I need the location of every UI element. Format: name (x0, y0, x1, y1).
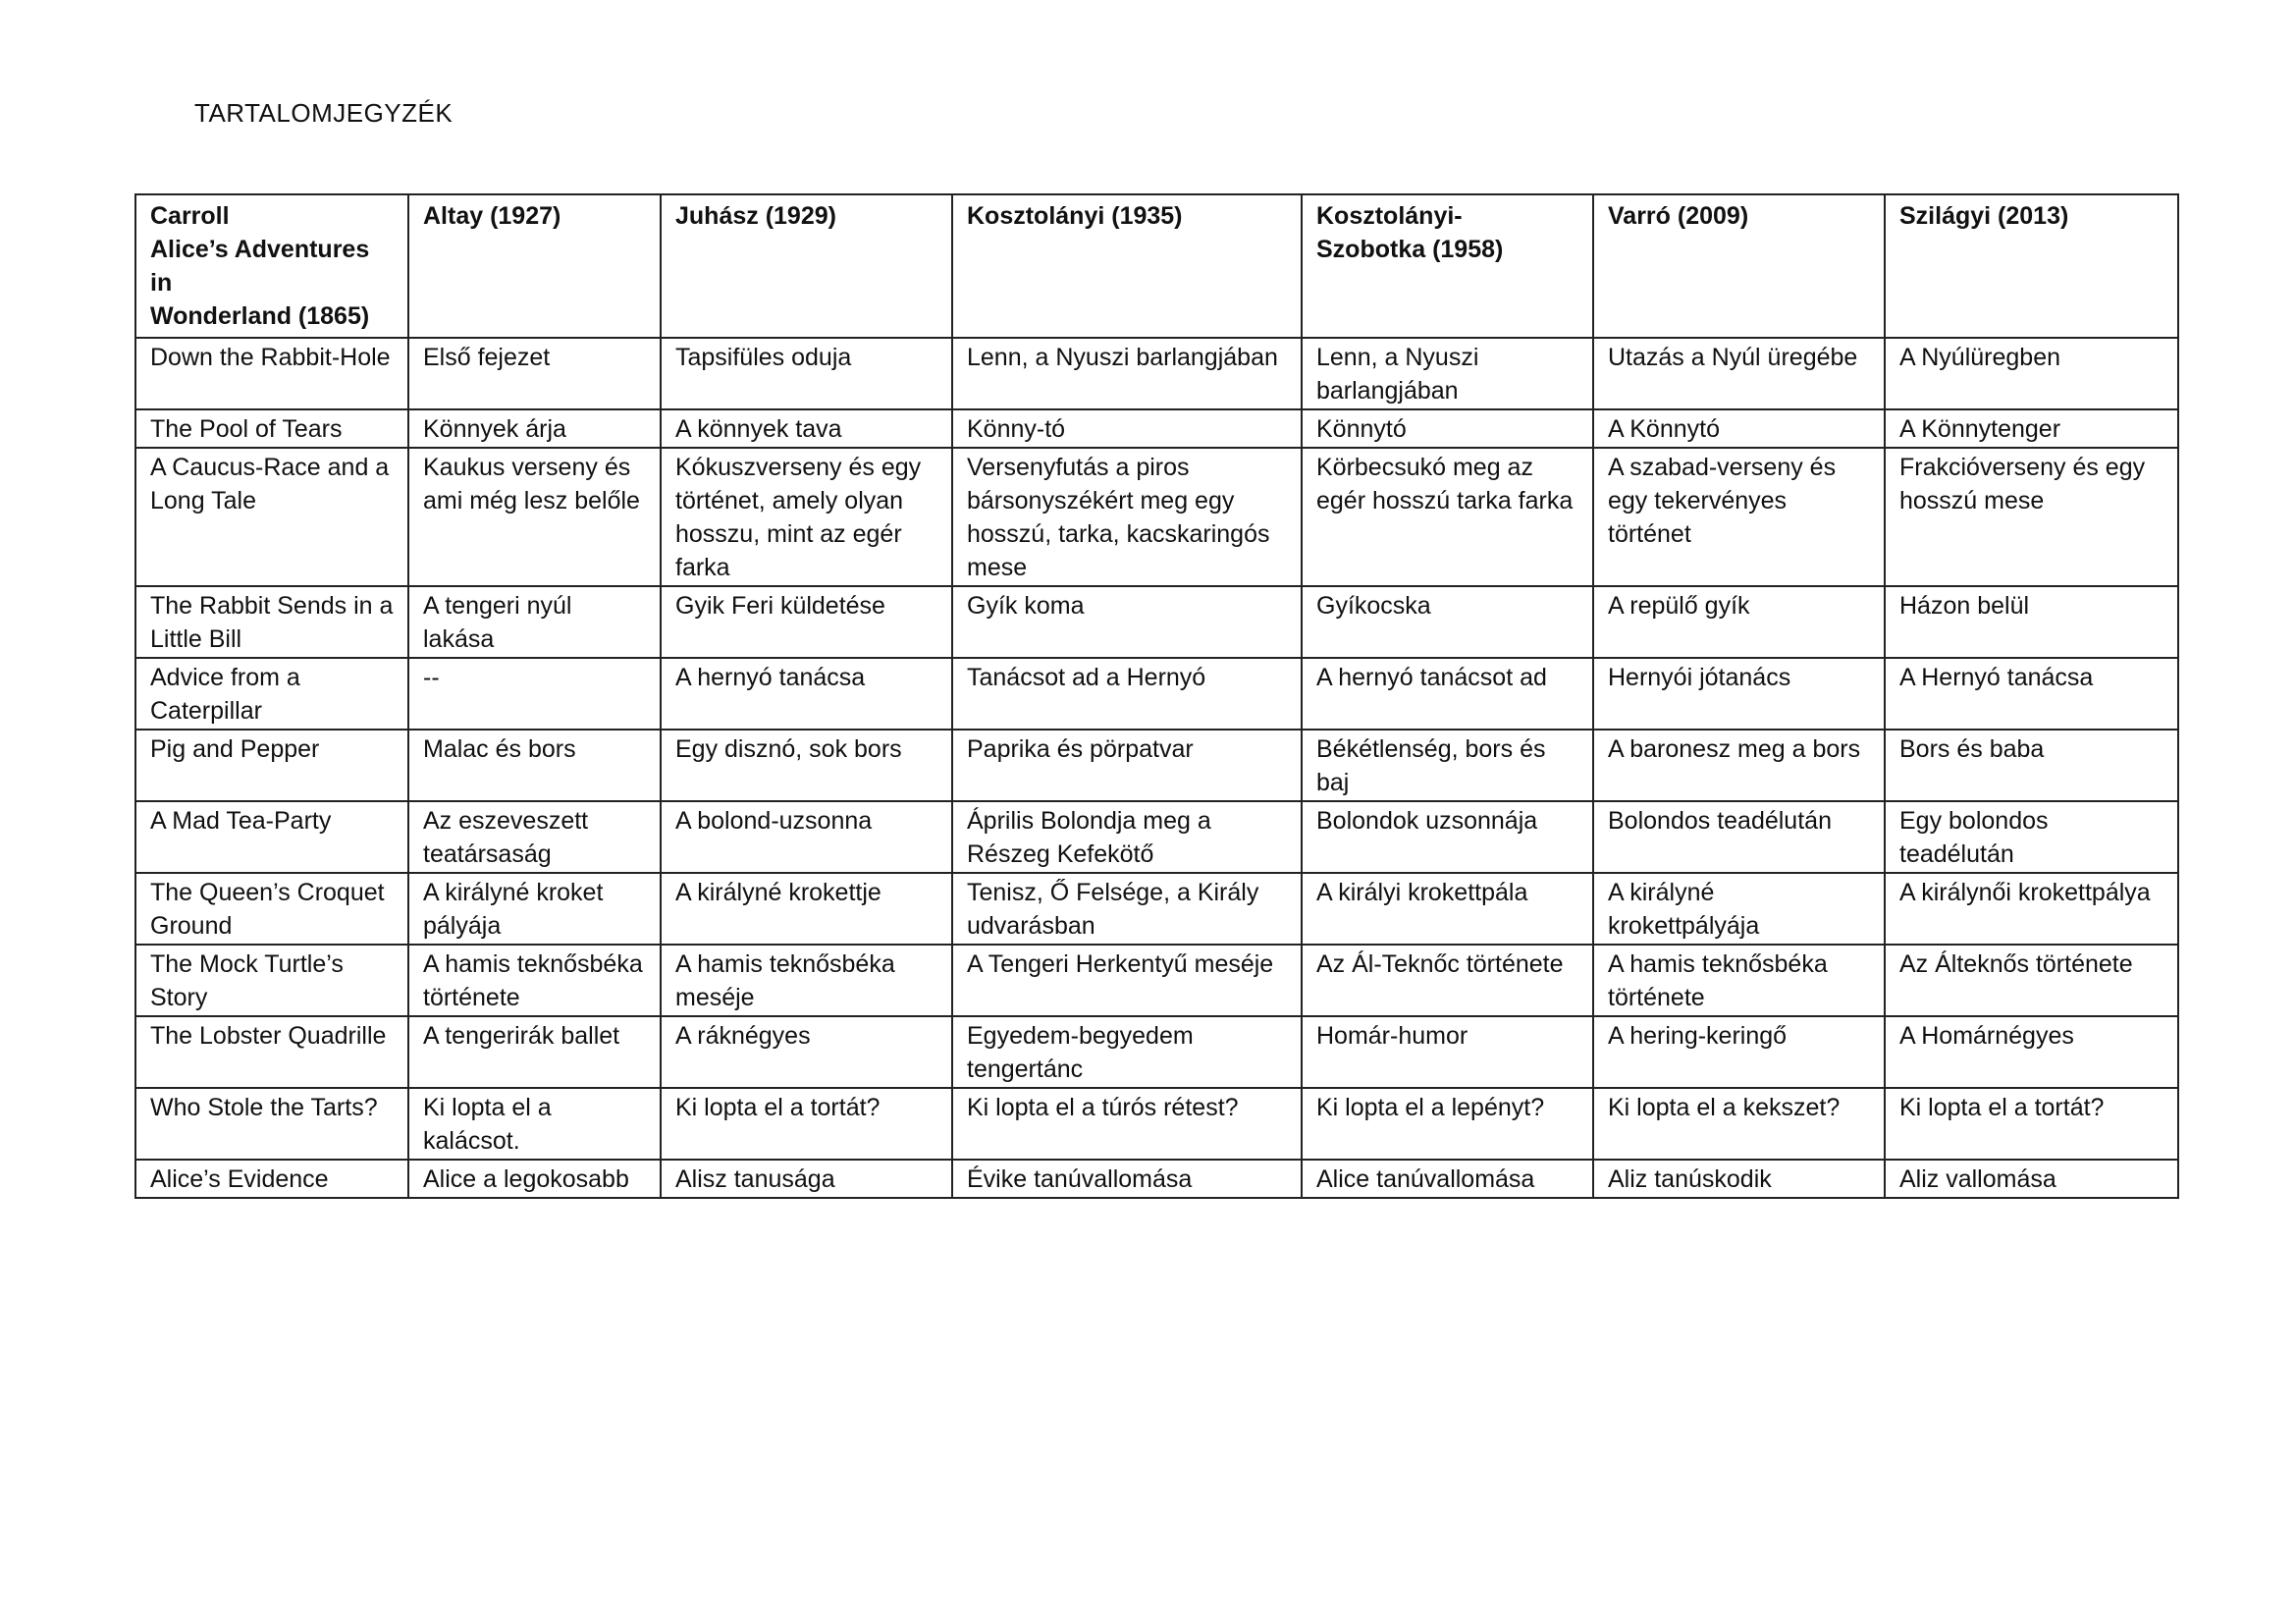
header-line: Szilágyi (2013) (1899, 202, 2069, 230)
header-line: Varró (2009) (1608, 202, 1749, 230)
table-row (135, 338, 2178, 409)
juhasz-cell: Egy disznó, sok bors (661, 730, 952, 801)
kosztolanyi-szobotka-cell: Gyíkocska (1302, 586, 1593, 658)
header-szilagyi (1885, 194, 2178, 338)
altay-cell: A királyné kroket pályája (408, 873, 661, 945)
kosztolanyi-szobotka-cell: Ki lopta el a lepényt? (1302, 1088, 1593, 1160)
table-row (135, 409, 2178, 448)
source-title-cell: Who Stole the Tarts? (135, 1088, 408, 1160)
table-row (135, 448, 2178, 586)
altay-cell: Kaukus verseny és ami még lesz belőle (408, 448, 661, 586)
kosztolanyi-cell: Egyedem-begyedem tengertánc (952, 1016, 1302, 1088)
szilagyi-cell: Az Álteknős története (1885, 945, 2178, 1016)
szilagyi-cell: A Könnytenger (1885, 409, 2178, 448)
altay-cell: Malac és bors (408, 730, 661, 801)
altay-cell: Könnyek árja (408, 409, 661, 448)
table-row (135, 730, 2178, 801)
table-row (135, 1160, 2178, 1198)
kosztolanyi-cell: Könny-tó (952, 409, 1302, 448)
kosztolanyi-szobotka-cell: Alice tanúvallomása (1302, 1160, 1593, 1198)
altay-cell: Ki lopta el a kalácsot. (408, 1088, 661, 1160)
kosztolanyi-cell: Tanácsot ad a Hernyó (952, 658, 1302, 730)
source-title-cell: The Pool of Tears (135, 409, 408, 448)
kosztolanyi-szobotka-cell: Lenn, a Nyuszi barlangjában (1302, 338, 1593, 409)
varro-cell: Hernyói jótanács (1593, 658, 1885, 730)
szilagyi-cell: A királynői krokettpálya (1885, 873, 2178, 945)
kosztolanyi-szobotka-cell: Homár-humor (1302, 1016, 1593, 1088)
juhasz-cell: A könnyek tava (661, 409, 952, 448)
kosztolanyi-szobotka-cell: Az Ál-Teknőc története (1302, 945, 1593, 1016)
table-row (135, 1088, 2178, 1160)
szilagyi-cell: Egy bolondos teadélután (1885, 801, 2178, 873)
szilagyi-cell: A Homárnégyes (1885, 1016, 2178, 1088)
altay-cell: A tengeri nyúl lakása (408, 586, 661, 658)
altay-cell: -- (408, 658, 661, 730)
header-source (135, 194, 408, 338)
source-title-cell: Down the Rabbit-Hole (135, 338, 408, 409)
juhasz-cell: A ráknégyes (661, 1016, 952, 1088)
kosztolanyi-cell: A Tengeri Herkentyű meséje (952, 945, 1302, 1016)
table-row (135, 945, 2178, 1016)
varro-cell: Ki lopta el a kekszet? (1593, 1088, 1885, 1160)
juhasz-cell: A királyné krokettje (661, 873, 952, 945)
juhasz-cell: Gyik Feri küldetése (661, 586, 952, 658)
source-title-cell: Advice from a Caterpillar (135, 658, 408, 730)
varro-cell: A szabad-verseny és egy tekervényes történet (1593, 448, 1885, 586)
varro-cell: A repülő gyík (1593, 586, 1885, 658)
kosztolanyi-cell: Paprika és pörpatvar (952, 730, 1302, 801)
szilagyi-cell: Házon belül (1885, 586, 2178, 658)
kosztolanyi-cell: Évike tanúvallomása (952, 1160, 1302, 1198)
juhasz-cell: A hernyó tanácsa (661, 658, 952, 730)
source-title-cell: The Lobster Quadrille (135, 1016, 408, 1088)
varro-cell: A királyné krokettpályája (1593, 873, 1885, 945)
table-row (135, 586, 2178, 658)
kosztolanyi-szobotka-cell: Körbecsukó meg az egér hosszú tarka farka (1302, 448, 1593, 586)
altay-cell: Első fejezet (408, 338, 661, 409)
varro-cell: Bolondos teadélután (1593, 801, 1885, 873)
varro-cell: A hering-keringő (1593, 1016, 1885, 1088)
header-line: Kosztolányi- (1316, 202, 1463, 230)
page-title: TARTALOMJEGYZÉK (194, 98, 454, 128)
source-title-cell: The Rabbit Sends in a Little Bill (135, 586, 408, 658)
juhasz-cell: Tapsifüles oduja (661, 338, 952, 409)
kosztolanyi-cell: Tenisz, Ő Felsége, a Király udvarásban (952, 873, 1302, 945)
header-altay (408, 194, 661, 338)
table-row (135, 873, 2178, 945)
altay-cell: A hamis teknősbéka története (408, 945, 661, 1016)
header-juhasz (661, 194, 952, 338)
source-title-cell: The Mock Turtle’s Story (135, 945, 408, 1016)
header-source-line: Wonderland (1865) (150, 302, 370, 330)
szilagyi-cell: Bors és baba (1885, 730, 2178, 801)
header-source-line: Alice’s Adventures in (150, 236, 370, 297)
kosztolanyi-cell: Április Bolondja meg a Részeg Kefekötő (952, 801, 1302, 873)
juhasz-cell: Alisz tanusága (661, 1160, 952, 1198)
szilagyi-cell: A Nyúlüregben (1885, 338, 2178, 409)
altay-cell: A tengerirák ballet (408, 1016, 661, 1088)
altay-cell: Alice a legokosabb (408, 1160, 661, 1198)
szilagyi-cell: Aliz vallomása (1885, 1160, 2178, 1198)
szilagyi-cell: Frakcióverseny és egy hosszú mese (1885, 448, 2178, 586)
header-line: Altay (1927) (423, 202, 561, 230)
varro-cell: A baronesz meg a bors (1593, 730, 1885, 801)
kosztolanyi-szobotka-cell: Bolondok uzsonnája (1302, 801, 1593, 873)
translation-comparison-table (134, 193, 2179, 1199)
header-line: Szobotka (1958) (1316, 236, 1504, 263)
juhasz-cell: Kókuszverseny és egy történet, amely olyan hosszu, mint az egér farka (661, 448, 952, 586)
source-title-cell: Alice’s Evidence (135, 1160, 408, 1198)
source-title-cell: A Mad Tea-Party (135, 801, 408, 873)
source-title-cell: Pig and Pepper (135, 730, 408, 801)
source-title-cell: A Caucus-Race and a Long Tale (135, 448, 408, 586)
altay-cell: Az eszeveszett teatársaság (408, 801, 661, 873)
kosztolanyi-cell: Ki lopta el a túrós rétest? (952, 1088, 1302, 1160)
kosztolanyi-cell: Gyík koma (952, 586, 1302, 658)
juhasz-cell: A bolond-uzsonna (661, 801, 952, 873)
kosztolanyi-cell: Lenn, a Nyuszi barlangjában (952, 338, 1302, 409)
juhasz-cell: A hamis teknősbéka meséje (661, 945, 952, 1016)
szilagyi-cell: A Hernyó tanácsa (1885, 658, 2178, 730)
header-varro (1593, 194, 1885, 338)
table-row (135, 801, 2178, 873)
varro-cell: A hamis teknősbéka története (1593, 945, 1885, 1016)
table-body (135, 338, 2178, 1198)
source-title-cell: The Queen’s Croquet Ground (135, 873, 408, 945)
kosztolanyi-cell: Versenyfutás a piros bársonyszékért meg egy hosszú, tarka, kacskaringós mese (952, 448, 1302, 586)
header-line: Kosztolányi (1935) (967, 202, 1183, 230)
header-line: Juhász (1929) (675, 202, 836, 230)
varro-cell: Utazás a Nyúl üregébe (1593, 338, 1885, 409)
juhasz-cell: Ki lopta el a tortát? (661, 1088, 952, 1160)
header-kosztolanyi-szobotka (1302, 194, 1593, 338)
header-source-line: Carroll (150, 202, 230, 230)
szilagyi-cell: Ki lopta el a tortát? (1885, 1088, 2178, 1160)
kosztolanyi-szobotka-cell: A királyi krokettpála (1302, 873, 1593, 945)
table-row (135, 658, 2178, 730)
table-header-row (135, 194, 2178, 338)
varro-cell: Aliz tanúskodik (1593, 1160, 1885, 1198)
kosztolanyi-szobotka-cell: Békétlenség, bors és baj (1302, 730, 1593, 801)
table-row (135, 1016, 2178, 1088)
kosztolanyi-szobotka-cell: A hernyó tanácsot ad (1302, 658, 1593, 730)
varro-cell: A Könnytó (1593, 409, 1885, 448)
header-kosztolanyi (952, 194, 1302, 338)
kosztolanyi-szobotka-cell: Könnytó (1302, 409, 1593, 448)
